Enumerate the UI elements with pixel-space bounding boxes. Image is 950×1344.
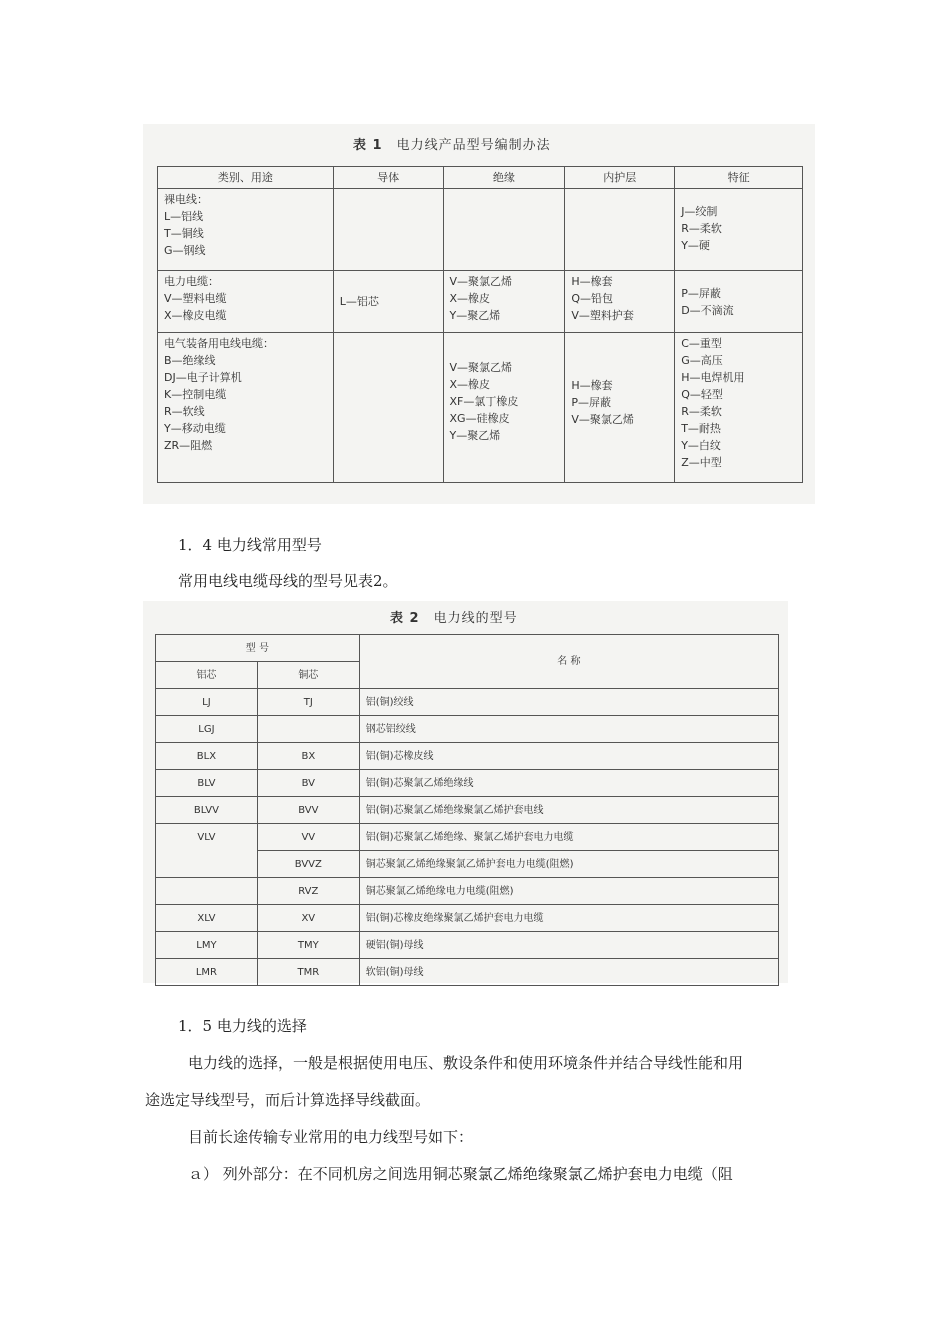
table1-header-category: 类别、用途 [158,167,334,189]
table2-caption [390,607,518,626]
table1-image [143,124,815,504]
table2-cell-name: 钢芯铝绞线 [359,716,778,743]
table-row [156,743,779,770]
section-1-5-para1-line1: 电力线的选择，一般是根据使用电压、敷设条件和使用环境条件并结合导线性能和用 [188,1054,744,1072]
section-1-4-heading: 1．4 电力线常用型号 [178,536,322,554]
table1-header-row [158,167,803,189]
table-row [156,932,779,959]
table2-cell-name: 铝(铜)芯橡皮线 [359,743,778,770]
table2-caption-number: 表 2 [390,611,420,626]
table1-row-bare-wire [158,189,803,271]
table2-cell-al: BLVV [156,797,258,824]
table2-cell-cu: BX [257,743,359,770]
table2-header-al: 铝芯 [156,662,258,689]
table2-cell-al: LMR [156,959,258,986]
table1-cell-feature: P—屏蔽 D—不滴流 [675,271,803,333]
table2-cell-name: 硬铝(铜)母线 [359,932,778,959]
table1-caption-number: 表 1 [353,138,383,153]
table2-cell-al: LGJ [156,716,258,743]
table1-cell-conductor: L—铝芯 [333,271,443,333]
table-row [156,689,779,716]
section-1-4-text: 常用电线电缆母线的型号见表2。 [178,572,398,590]
table1-header-conductor: 导体 [333,167,443,189]
section-1-5-para2: 目前长途传输专业常用的电力线型号如下： [188,1128,474,1146]
table1-cell-insulation: V—聚氯乙烯 X—橡皮 XF—氯丁橡皮 XG—硅橡皮 Y—聚乙烯 [443,333,565,483]
table2-cell-cu: XV [257,905,359,932]
table2-cell-cu: TMR [257,959,359,986]
table2-cell-cu: BV [257,770,359,797]
table1-cell-inner: H—橡套 P—屏蔽 V—聚氯乙烯 [565,333,675,483]
table1-cell-feature: C—重型 G—高压 H—电焊机用 Q—轻型 R—柔软 T—耐热 Y—白纹 Z—中型 [675,333,803,483]
table2-cell-name: 铜芯聚氯乙烯绝缘聚氯乙烯护套电力电缆(阻燃) [359,851,778,878]
table-row [156,770,779,797]
table-row [156,905,779,932]
table2-cell-cu: TJ [257,689,359,716]
table1-header-inner: 内护层 [565,167,675,189]
table2-cell-cu: BVVZ [257,851,359,878]
table2-cell-name: 软铝(铜)母线 [359,959,778,986]
table1-cell-inner [565,189,675,271]
table2-cell-al: LMY [156,932,258,959]
table2-cell-name: 铝(铜)绞线 [359,689,778,716]
table1-cell-category: 裸电线： L—铝线 T—铜线 G—钢线 [158,189,334,271]
table1-cell-conductor [333,189,443,271]
table1-caption [353,134,551,153]
section-1-5-heading: 1．5 电力线的选择 [178,1017,307,1035]
table2-caption-title: 电力线的型号 [433,611,518,626]
table2-cell-name: 铝(铜)芯聚氯乙烯绝缘线 [359,770,778,797]
table1-cell-conductor [333,333,443,483]
table2-cell-al: BLX [156,743,258,770]
table2-header-model: 型 号 [156,635,360,662]
table-row [156,797,779,824]
table2-cell-al [156,878,258,905]
table1-cell-insulation: V—聚氯乙烯 X—橡皮 Y—聚乙烯 [443,271,565,333]
table2-cell-al: XLV [156,905,258,932]
table2-cell-name: 铝(铜)芯聚氯乙烯绝缘聚氯乙烯护套电线 [359,797,778,824]
table2-cell-cu: RVZ [257,878,359,905]
table1-cell-category: 电气装备用电线电缆： B—绝缘线 DJ—电子计算机 K—控制电缆 R—软线 Y—移动电缆 ZR—阻燃 [158,333,334,483]
table-row [156,824,779,851]
table2-cell-cu: VV [257,824,359,851]
table2-cell-cu [257,716,359,743]
table1-header-feature: 特征 [675,167,803,189]
table2-cell-cu: BVV [257,797,359,824]
table1-header-insulation: 绝缘 [443,167,565,189]
table1-cell-inner: H—橡套 Q—铅包 V—塑料护套 [565,271,675,333]
table1-caption-title: 电力线产品型号编制办法 [396,138,551,153]
table2-header-row [156,635,779,662]
table1-cell-category: 电力电缆： V—塑料电缆 X—橡皮电缆 [158,271,334,333]
table2-cell-name: 铜芯聚氯乙烯绝缘电力电缆(阻燃) [359,878,778,905]
table2-cell-name: 铝(铜)芯橡皮绝缘聚氯乙烯护套电力电缆 [359,905,778,932]
table-row [156,851,779,878]
table-row [156,959,779,986]
table2-cell-al [156,851,258,878]
table2-cell-al: VLV [156,824,258,851]
table1 [157,166,803,483]
table1-cell-insulation [443,189,565,271]
table2 [155,634,779,986]
table2-cell-al: LJ [156,689,258,716]
table1-row-equipment-wire [158,333,803,483]
table2-cell-cu: TMY [257,932,359,959]
table2-image [143,601,788,983]
table1-row-power-cable [158,271,803,333]
table2-header-cu: 铜芯 [257,662,359,689]
table2-cell-name: 铝(铜)芯聚氯乙烯绝缘、聚氯乙烯护套电力电缆 [359,824,778,851]
section-1-5-para1-line2: 途选定导线型号，而后计算选择导线截面。 [145,1091,431,1109]
table1-cell-feature: J—绞制 R—柔软 Y—硬 [675,189,803,271]
table-row [156,716,779,743]
table2-cell-al: BLV [156,770,258,797]
table2-header-name: 名 称 [359,635,778,689]
section-1-5-item-a: ａ） 列外部分：在不同机房之间选用铜芯聚氯乙烯绝缘聚氯乙烯护套电力电缆（阻 [188,1165,733,1183]
table-row [156,878,779,905]
